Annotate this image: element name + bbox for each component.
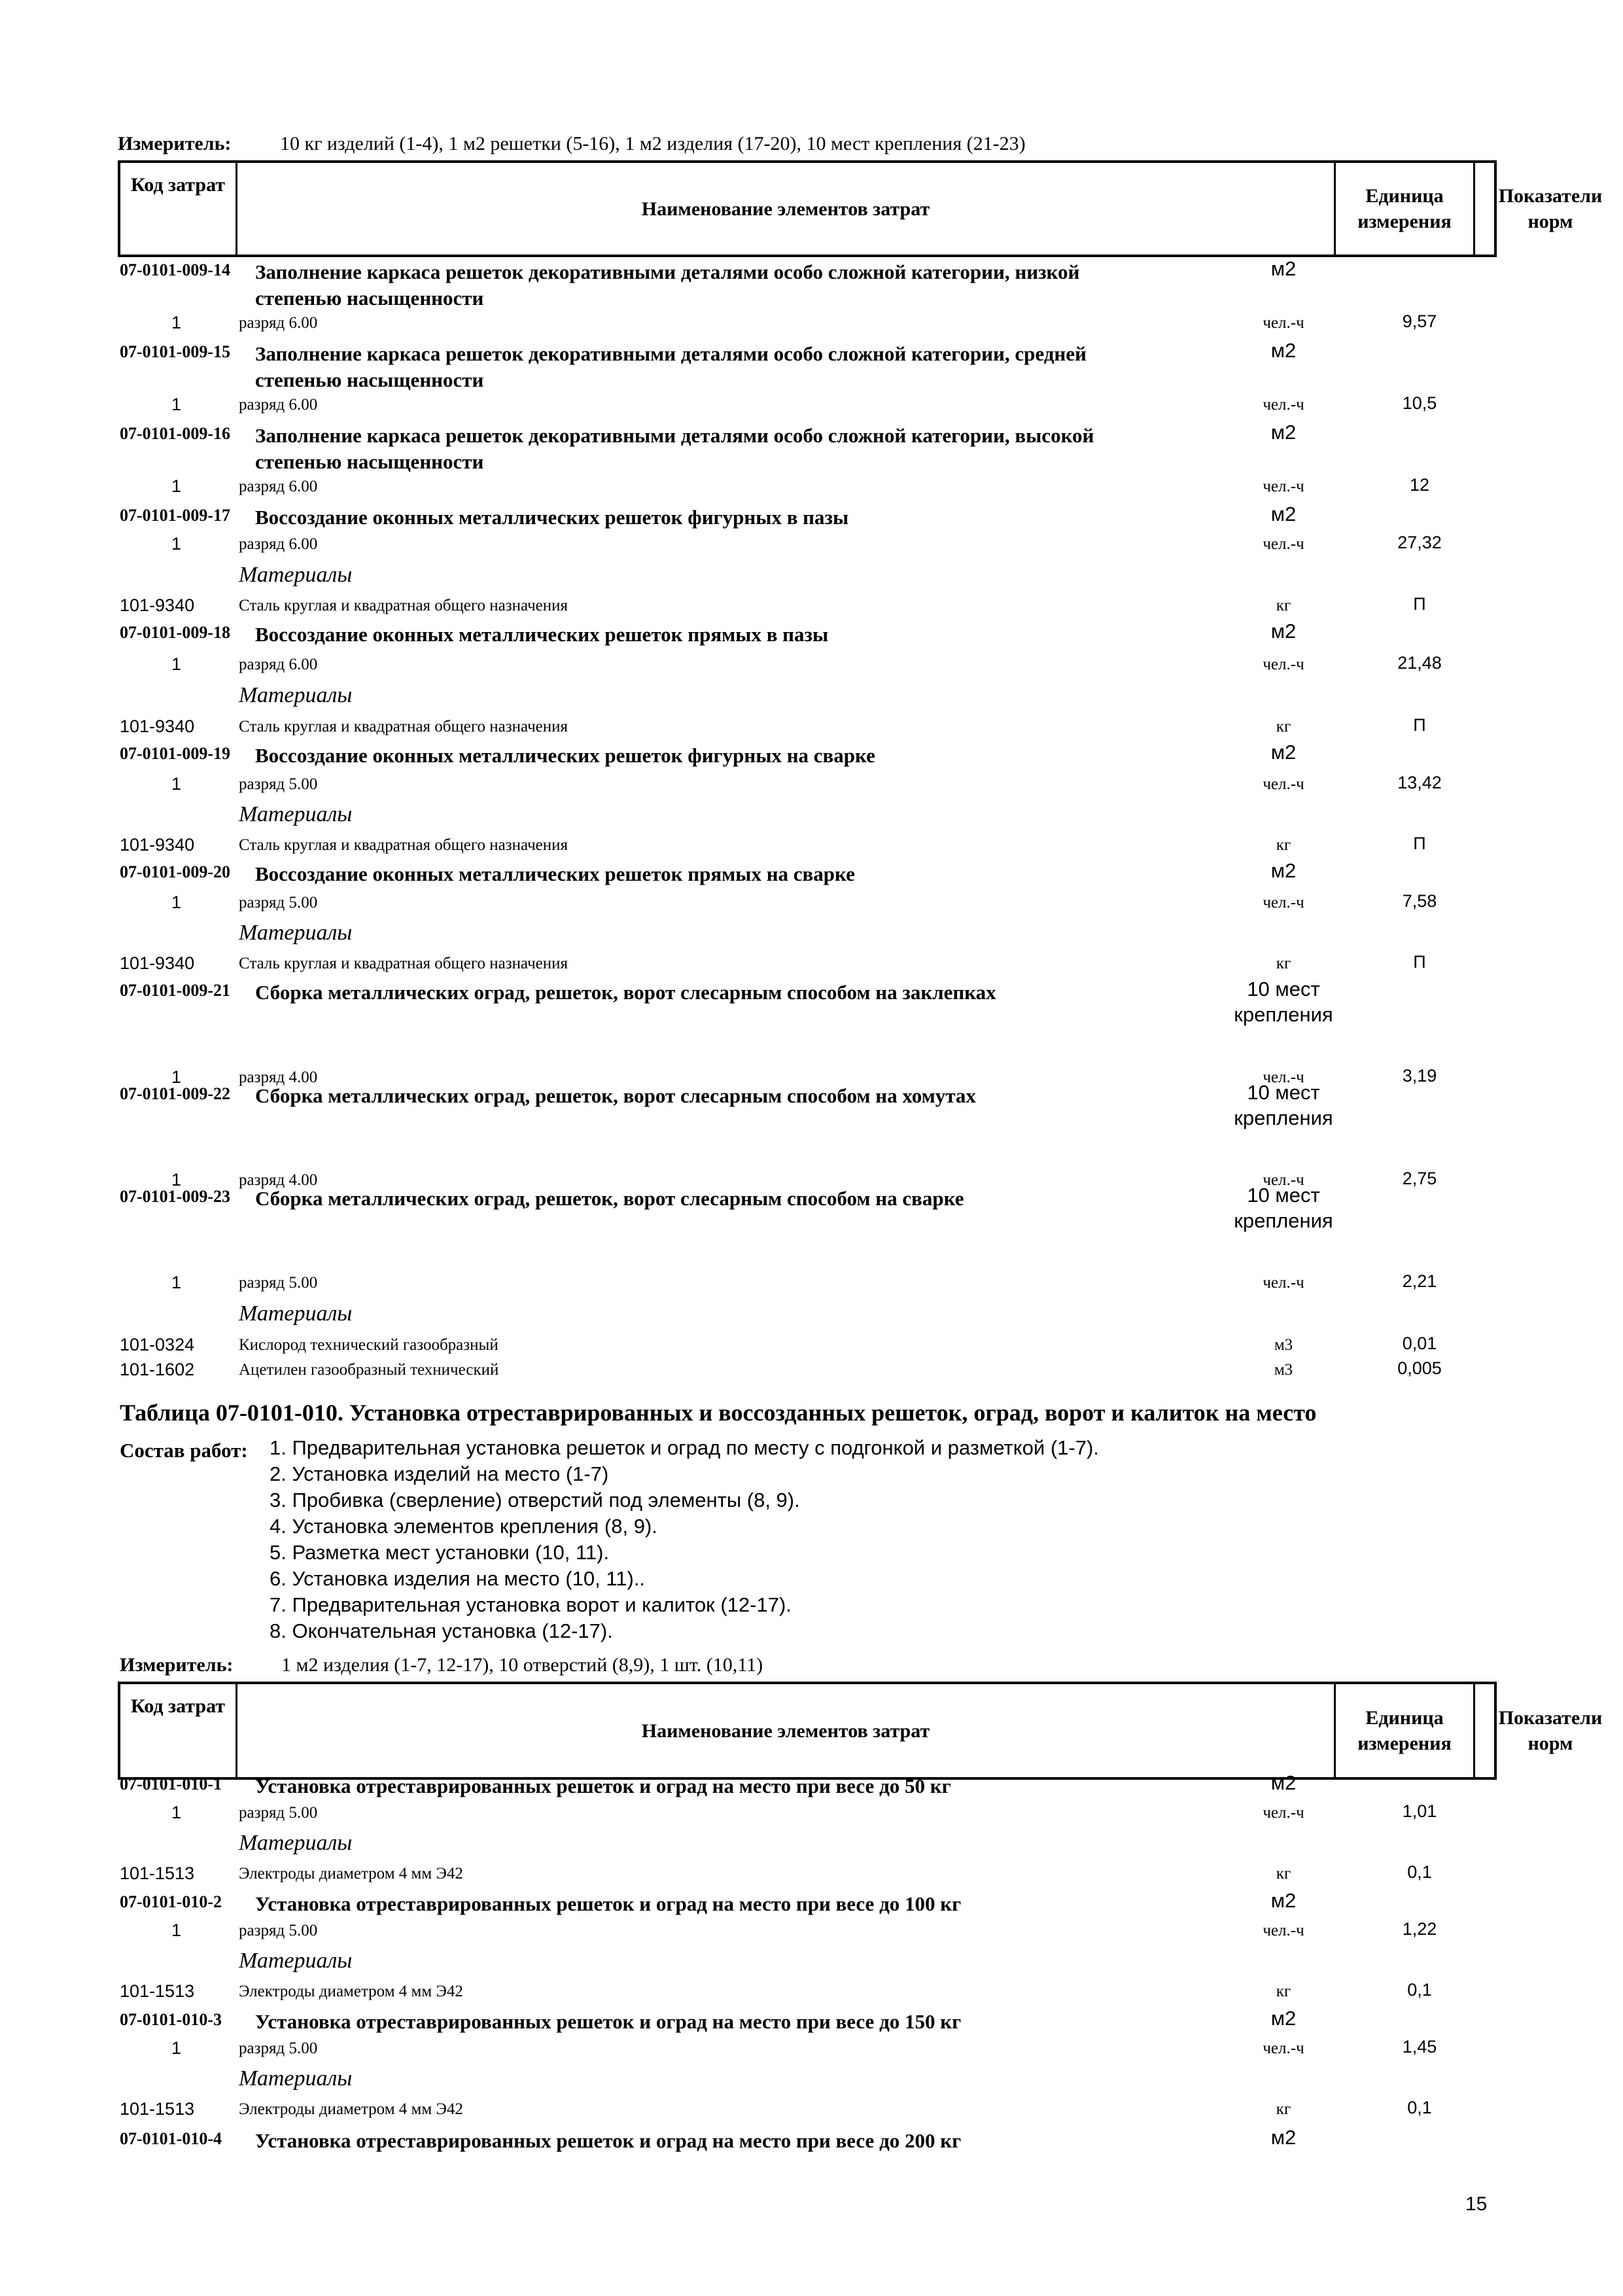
row-name: разряд 5.00 <box>239 1922 318 1939</box>
row-value: 2,21 <box>1402 1271 1437 1291</box>
table1-meter <box>118 133 231 155</box>
row-value: 13,42 <box>1397 773 1442 792</box>
row-unit: чел.-ч <box>1263 1069 1304 1086</box>
materials-heading: Материалы <box>239 802 353 826</box>
table2-header <box>118 1682 1603 1780</box>
row-code: 1 <box>171 1170 182 1190</box>
row-name: Сборка металлических оград, решеток, ворот слесарным способом на заклепках <box>255 981 996 1004</box>
row-code: 07-0101-009-16 <box>120 424 230 443</box>
row-name-cont: степенью насыщенности <box>255 450 484 473</box>
row-code: 101-9340 <box>120 595 195 615</box>
page-number: 15 <box>1465 2193 1488 2215</box>
row-value: П <box>1413 715 1426 735</box>
row-name: разряд 4.00 <box>239 1069 318 1086</box>
row-unit: м2 <box>1270 1771 1297 1794</box>
header-norm: Показатели норм <box>1498 1707 1603 1754</box>
row-unit: кг <box>1276 2100 1291 2118</box>
header-unit: Единица измерения <box>1334 1684 1475 1777</box>
row-name: Сталь круглая и квадратная общего назначения <box>239 836 568 854</box>
row-code: 101-1513 <box>120 2099 195 2119</box>
header-unit: Единица измерения <box>1334 163 1475 255</box>
row-name: разряд 6.00 <box>239 535 318 553</box>
row-code: 07-0101-010-1 <box>120 1775 222 1793</box>
row-unit: чел.-ч <box>1263 1922 1304 1939</box>
row-code: 1 <box>171 1803 182 1822</box>
row-name: Сборка металлических оград, решеток, ворот слесарным способом на хомутах <box>255 1084 976 1107</box>
row-code: 1 <box>171 654 182 674</box>
row-unit: кг <box>1276 1865 1291 1882</box>
row-code: 101-9340 <box>120 835 195 855</box>
row-name: Воссоздание оконных металлических решеток фигурных в пазы <box>255 506 849 529</box>
row-name: разряд 6.00 <box>239 656 318 673</box>
row-unit: кг <box>1276 836 1291 854</box>
materials-heading: Материалы <box>239 563 353 587</box>
row-name: разряд 6.00 <box>239 478 318 495</box>
row-unit: м2 <box>1270 339 1297 362</box>
table2-meter-text: 1 м2 изделия (1-7, 12-17), 10 отверстий (8,9), 1 шт. (10,11) <box>281 1654 763 1676</box>
row-unit: м3 <box>1274 1336 1293 1354</box>
row-code: 101-1513 <box>120 1981 195 2001</box>
row-name-cont: степенью насыщенности <box>255 368 484 391</box>
row-value: 0,005 <box>1397 1358 1442 1378</box>
header-code: Код затрат <box>120 1684 237 1777</box>
header-name: Наименование элементов затрат <box>641 198 930 220</box>
materials-heading: Материалы <box>239 921 353 945</box>
row-code: 1 <box>171 1920 182 1940</box>
row-code: 1 <box>171 774 182 794</box>
row-name-cont: степенью насыщенности <box>255 287 484 309</box>
row-code: 101-0324 <box>120 1335 195 1354</box>
row-name: разряд 5.00 <box>239 894 318 911</box>
row-unit: чел.-ч <box>1263 1274 1304 1292</box>
row-unit: м2 <box>1270 503 1297 525</box>
table1-header <box>118 160 1603 257</box>
row-value: 3,19 <box>1402 1066 1437 1086</box>
row-unit: чел.-ч <box>1263 656 1304 673</box>
row-code: 1 <box>171 395 182 414</box>
row-value: 12 <box>1409 475 1430 495</box>
row-name: Воссоздание оконных металлических решеток прямых в пазы <box>255 623 829 646</box>
sostav-item: 8. Окончательная установка (12-17). <box>270 1619 613 1642</box>
row-name: Установка отреставрированных решеток и оград на место при весе до 100 кг <box>255 1892 962 1915</box>
row-unit: м2 <box>1270 2126 1297 2149</box>
row-value: 27,32 <box>1397 533 1442 552</box>
row-name: Сталь круглая и квадратная общего назначения <box>239 597 568 614</box>
row-code: 101-9340 <box>120 953 195 973</box>
row-unit: м2 <box>1270 859 1297 882</box>
materials-heading: Материалы <box>239 1949 353 1973</box>
row-value: 0,01 <box>1402 1333 1437 1353</box>
row-code: 101-1602 <box>120 1360 195 1379</box>
row-name: Сборка металлических оград, решеток, ворот слесарным способом на сварке <box>255 1187 964 1210</box>
row-name: разряд 5.00 <box>239 1804 318 1822</box>
row-code: 07-0101-010-2 <box>120 1892 222 1911</box>
header-norm: Показатели норм <box>1498 185 1603 232</box>
row-value: 0,1 <box>1407 1980 1432 2000</box>
row-unit: чел.-ч <box>1263 1804 1304 1822</box>
row-name: Сталь круглая и квадратная общего назначения <box>239 955 568 972</box>
row-unit: м2 <box>1270 421 1297 444</box>
row-unit: 10 мест <box>1247 1184 1320 1207</box>
header-code: Код затрат <box>120 163 237 255</box>
sostav-item: 3. Пробивка (сверление) отверстий под элементы (8, 9). <box>270 1489 800 1511</box>
row-value: П <box>1413 834 1426 853</box>
row-code: 07-0101-009-17 <box>120 506 230 525</box>
row-code: 1 <box>171 1273 182 1292</box>
row-name: Установка отреставрированных решеток и оград на место при весе до 50 кг <box>255 1775 951 1797</box>
row-name: разряд 5.00 <box>239 775 318 793</box>
row-unit: 10 мест <box>1247 978 1320 1000</box>
row-code: 07-0101-009-19 <box>120 744 230 763</box>
table1-meter-text: 10 кг изделий (1-4), 1 м2 решетки (5-16), 1 м2 изделия (17-20), 10 мест крепления (21-23) <box>280 133 1026 154</box>
materials-heading: Материалы <box>239 2066 353 2091</box>
row-unit: м2 <box>1270 741 1297 764</box>
row-unit: чел.-ч <box>1263 314 1304 332</box>
row-value: 2,75 <box>1402 1169 1437 1188</box>
row-value: П <box>1413 594 1426 614</box>
row-unit: чел.-ч <box>1263 775 1304 793</box>
sostav-item: 2. Установка изделий на место (1-7) <box>270 1462 609 1485</box>
row-unit: кг <box>1276 1983 1291 2000</box>
row-unit: чел.-ч <box>1263 478 1304 495</box>
row-unit: чел.-ч <box>1263 535 1304 553</box>
row-unit-cont: крепления <box>1234 1003 1333 1026</box>
row-name: Сталь круглая и квадратная общего назначения <box>239 718 568 735</box>
sostav-item: 5. Разметка мест установки (10, 11). <box>270 1541 610 1564</box>
row-unit: чел.-ч <box>1263 2040 1304 2057</box>
row-name: Заполнение каркаса решеток декоративными деталями особо сложной категории, высокой <box>255 424 1094 447</box>
row-code: 101-1513 <box>120 1863 195 1883</box>
row-unit-cont: крепления <box>1234 1106 1333 1129</box>
sostav-label: Состав работ: <box>120 1439 248 1462</box>
row-unit: кг <box>1276 718 1291 735</box>
row-value: 0,1 <box>1407 2098 1432 2117</box>
row-value: 1,22 <box>1402 1919 1437 1939</box>
table2-meter-label: Измеритель: <box>120 1654 234 1676</box>
row-unit: кг <box>1276 597 1291 614</box>
table2-title: Таблица 07-0101-010. Установка отреставрированных и воссозданных решеток, оград, ворот и калиток на место <box>120 1400 1317 1426</box>
row-unit: м2 <box>1270 257 1297 280</box>
row-value: 9,57 <box>1402 311 1437 331</box>
row-name: Установка отреставрированных решеток и оград на место при весе до 200 кг <box>255 2129 962 2152</box>
row-code: 1 <box>171 476 182 496</box>
row-value: 7,58 <box>1402 891 1437 911</box>
row-unit: м2 <box>1270 2007 1297 2030</box>
row-name: разряд 6.00 <box>239 396 318 414</box>
row-code: 07-0101-009-20 <box>120 862 230 881</box>
row-name: Электроды диаметром 4 мм Э42 <box>239 1983 463 2000</box>
row-name: разряд 5.00 <box>239 1274 318 1292</box>
row-name: разряд 6.00 <box>239 314 318 332</box>
row-name: Воссоздание оконных металлических решеток фигурных на сварке <box>255 744 875 767</box>
table2-meter <box>120 1654 233 1676</box>
sostav-item: 1. Предварительная установка решеток и оград по месту с подгонкой и разметкой (1-7). <box>270 1436 1099 1459</box>
row-unit: м2 <box>1270 620 1297 643</box>
row-code: 101-9340 <box>120 716 195 736</box>
row-value: 10,5 <box>1402 393 1437 413</box>
row-code: 1 <box>171 534 182 554</box>
sostav-item: 7. Предварительная установка ворот и калиток (12-17). <box>270 1593 792 1616</box>
row-unit: 10 мест <box>1247 1081 1320 1104</box>
materials-heading: Материалы <box>239 1831 353 1855</box>
row-code: 1 <box>171 1067 182 1087</box>
row-code: 1 <box>171 313 182 332</box>
sostav-item: 4. Установка элементов крепления (8, 9). <box>270 1515 657 1538</box>
row-unit: чел.-ч <box>1263 1171 1304 1189</box>
row-name: разряд 5.00 <box>239 2040 318 2057</box>
row-name: Электроды диаметром 4 мм Э42 <box>239 2100 463 2118</box>
row-unit-cont: крепления <box>1234 1209 1333 1232</box>
row-unit: м2 <box>1270 1889 1297 1912</box>
row-unit: м3 <box>1274 1361 1293 1379</box>
row-code: 1 <box>171 892 182 912</box>
sostav-item: 6. Установка изделия на место (10, 11).. <box>270 1567 646 1590</box>
row-code: 07-0101-009-23 <box>120 1187 230 1206</box>
row-name: Установка отреставрированных решеток и оград на место при весе до 150 кг <box>255 2010 962 2033</box>
row-unit: чел.-ч <box>1263 396 1304 414</box>
row-code: 07-0101-009-15 <box>120 342 230 361</box>
row-name: Заполнение каркаса решеток декоративными деталями особо сложной категории, низкой <box>255 260 1080 283</box>
row-unit: чел.-ч <box>1263 894 1304 911</box>
row-name: разряд 4.00 <box>239 1171 318 1189</box>
row-name: Заполнение каркаса решеток декоративными деталями особо сложной категории, средней <box>255 342 1087 365</box>
row-name: Электроды диаметром 4 мм Э42 <box>239 1865 463 1882</box>
header-name: Наименование элементов затрат <box>641 1720 930 1742</box>
materials-heading: Материалы <box>239 683 353 707</box>
row-code: 07-0101-010-4 <box>120 2129 222 2148</box>
table1-meter-label: Измеритель: <box>118 133 232 154</box>
row-value: 0,1 <box>1407 1862 1432 1882</box>
row-code: 07-0101-009-21 <box>120 981 230 1000</box>
row-code: 1 <box>171 2038 182 2058</box>
row-value: 1,01 <box>1402 1801 1437 1821</box>
row-value: 1,45 <box>1402 2037 1437 2057</box>
row-name: Ацетилен газообразный технический <box>239 1361 499 1379</box>
row-name: Воссоздание оконных металлических решеток прямых на сварке <box>255 862 855 885</box>
row-name: Кислород технический газообразный <box>239 1336 498 1354</box>
row-value: 21,48 <box>1397 653 1442 673</box>
materials-heading: Материалы <box>239 1301 353 1326</box>
row-code: 07-0101-009-18 <box>120 623 230 642</box>
row-code: 07-0101-010-3 <box>120 2010 222 2029</box>
row-unit: кг <box>1276 955 1291 972</box>
row-value: П <box>1413 952 1426 972</box>
row-code: 07-0101-009-14 <box>120 260 230 279</box>
row-code: 07-0101-009-22 <box>120 1084 230 1103</box>
